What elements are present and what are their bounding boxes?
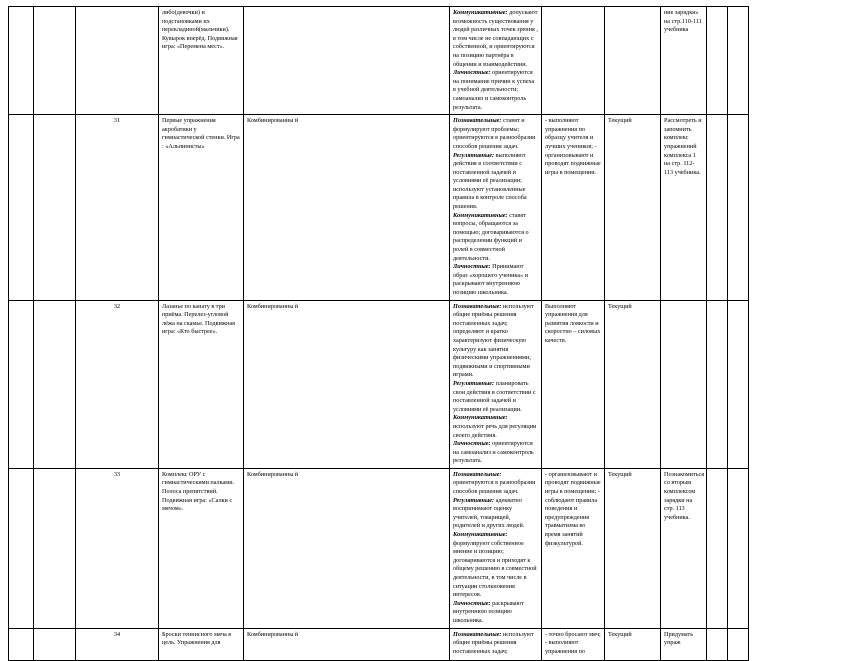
extra-cell <box>707 115 728 300</box>
uud-text: планировать свои действия в соответствии с поставленной задачей и условиями её реализации. <box>453 379 536 413</box>
activity-cell: - выполняют упражнения по образцу учителя и лучших учеников; - организовывают и проводят подвижные игры в помещении. <box>542 115 605 300</box>
uud-text: ставят и формулируют проблемы; ориентируются в разнообразии способов решения задач. <box>453 117 536 150</box>
uud-text: выполняют действия в соответствии с поставленной задачей и условиями её реализации; используют установленные правила в контроле способа решения. <box>453 151 527 211</box>
extra-cell <box>707 628 728 660</box>
control-type-cell: Текущий <box>605 468 661 628</box>
lesson-type-cell: Комбинированны й <box>244 468 450 628</box>
uud-label: Познавательные: <box>453 117 502 125</box>
uud-cell <box>450 628 542 660</box>
blank-cell <box>9 628 34 660</box>
extra-cell <box>707 7 728 115</box>
homework-cell: Придумать упраж <box>661 628 707 660</box>
blank-cell <box>9 300 34 468</box>
lesson-number-cell: 32 <box>76 300 159 468</box>
blank-cell <box>34 115 76 300</box>
activity-cell <box>542 7 605 115</box>
activity-cell: Выполняют упражнения для развития ловкости и скоростно – силовых качеств. <box>542 300 605 468</box>
lesson-number-cell: 33 <box>76 468 159 628</box>
uud-paragraph <box>453 497 538 531</box>
lesson-topic-cell: Комплекс ОРУ с гимнастическими палками. Полоса препятствий. Подвижная игра: «Салки с мячом». <box>159 468 244 628</box>
uud-paragraph <box>453 600 538 626</box>
blank-cell <box>9 468 34 628</box>
uud-text: ставят вопросы, обращаются за помощью; договариваются о распределении функций и ролей в совместной деятельности. <box>453 211 529 262</box>
uud-text: формулируют собственное мнение и позицию; договариваются и приходят к общему решению в совместной деятельности, в том числе в ситуации столкновения интересов. <box>453 539 537 599</box>
table-row <box>9 300 749 468</box>
uud-text: используют речь для регуляции своего действия. <box>453 422 537 439</box>
lesson-type-cell: Комбинированны й <box>244 628 450 660</box>
lesson-topic-cell: Первые упражнения акробатики у гимнастической стенки. Игра : «Альпинисты» <box>159 115 244 300</box>
lesson-number-cell <box>76 7 159 115</box>
uud-text: ориентируются на самоанализ и самоконтроль результата. <box>453 440 534 465</box>
lesson-plan-table <box>8 6 749 661</box>
uud-cell <box>450 468 542 628</box>
lesson-number-cell: 34 <box>76 628 159 660</box>
uud-label: Познавательные: <box>453 470 502 478</box>
uud-paragraph <box>453 212 538 264</box>
uud-text: используют общие приёмы решения поставленных задач; <box>453 630 534 655</box>
control-type-cell: Текущий <box>605 115 661 300</box>
lesson-topic-cell: либо(девочки) и подстановками их перекладиной(мальчики). Кувырок вперёд. Подвижная игра: «Перемена мест». <box>159 7 244 115</box>
uud-paragraph <box>453 631 538 657</box>
uud-label: Познавательные: <box>453 630 502 638</box>
blank-cell <box>34 7 76 115</box>
blank-cell <box>9 7 34 115</box>
uud-label: Познавательные: <box>453 302 502 310</box>
uud-label: Регулятивные: <box>453 151 495 159</box>
uud-paragraph <box>453 263 538 297</box>
uud-paragraph <box>453 414 538 440</box>
uud-paragraph <box>453 471 538 497</box>
extra-cell <box>707 300 728 468</box>
activity-cell: - организовывают и проводят подвижные игры в помещении; - соблюдают правила поведения и предупреждения травматизма во время занятий физкультурой. <box>542 468 605 628</box>
uud-label: Коммуникативные: <box>453 9 508 16</box>
uud-paragraph <box>453 69 538 112</box>
blank-cell <box>34 300 76 468</box>
homework-cell <box>661 300 707 468</box>
blank-cell <box>34 468 76 628</box>
uud-paragraph <box>453 152 538 212</box>
control-type-cell: Текущий <box>605 628 661 660</box>
control-type-cell: Текущий <box>605 300 661 468</box>
homework-cell: Рассмотреть и запомнить комплекс упражнений комплекса 1 на стр. 112-113 учебника. <box>661 115 707 300</box>
uud-paragraph <box>453 117 538 151</box>
uud-label: Личностные: <box>453 69 491 77</box>
uud-text: ориентируются на понимание причин к успеха в учебной деятельности; самоанализ и самоконтроль результата. <box>453 69 535 111</box>
uud-text: Принимают образ «хорошего ученика» и раскрывают внутреннюю позицию школьника. <box>453 263 529 296</box>
blank-cell <box>9 115 34 300</box>
uud-cell <box>450 115 542 300</box>
control-type-cell <box>605 7 661 115</box>
uud-label: Регулятивные: <box>453 379 495 387</box>
uud-cell <box>450 300 542 468</box>
uud-paragraph <box>453 531 538 600</box>
table-row <box>9 468 749 628</box>
extra-cell <box>728 300 749 468</box>
lesson-topic-cell: Броски теннисного мяча в цель. Упражнения для <box>159 628 244 660</box>
uud-label: Регулятивные: <box>453 496 495 504</box>
uud-text: допускают возможность существования у людей различных точек зрения , в том числе не совпадающих с собственной, и ориентируются на позицию партнёра в общении и взаимодействии. <box>453 9 538 68</box>
uud-paragraph <box>453 440 538 466</box>
lesson-type-cell: Комбинированны й <box>244 300 450 468</box>
uud-text: используют общие приёмы решения поставленных задач; определяют и кратко характеризуют физическую культуру как занятия физическими упражнениями, подвижными и спортивными играми. <box>453 302 534 379</box>
uud-text: ориентируются в разнообразии способов решения задач. <box>453 479 536 496</box>
uud-label: Личностные: <box>453 440 491 448</box>
uud-label: Коммуникативные: <box>453 414 508 422</box>
uud-cell <box>450 7 542 115</box>
extra-cell <box>728 7 749 115</box>
activity-cell: - точно бросают мяч; - выполняют упражнения по <box>542 628 605 660</box>
lesson-topic-cell: Лазанье по канату в три приёма. Перелез-угловой лёжа на скамье. Подвижная игра: «Кто быстрее». <box>159 300 244 468</box>
uud-label: Личностные: <box>453 599 491 607</box>
uud-paragraph <box>453 9 538 69</box>
extra-cell <box>728 628 749 660</box>
extra-cell <box>728 468 749 628</box>
table-row <box>9 7 749 115</box>
lesson-type-cell <box>244 7 450 115</box>
uud-label: Личностные: <box>453 263 491 271</box>
uud-text: адекватно воспринимают оценку учителей, товарищей, родителей и других людей. <box>453 496 525 530</box>
lesson-number-cell: 31 <box>76 115 159 300</box>
uud-paragraph <box>453 380 538 414</box>
lesson-type-cell: Комбинированны й <box>244 115 450 300</box>
table-row <box>9 628 749 660</box>
homework-cell: ние зарядки» на стр.110-111 учебника <box>661 7 707 115</box>
uud-label: Коммуникативные: <box>453 211 508 219</box>
table-row <box>9 115 749 300</box>
uud-label: Коммуникативные: <box>453 531 508 539</box>
blank-cell <box>34 628 76 660</box>
homework-cell: Познакомиться со вторым комплексом зарядки на стр. 113 учебника. <box>661 468 707 628</box>
extra-cell <box>707 468 728 628</box>
uud-text: раскрывают внутреннюю позицию школьника. <box>453 599 524 624</box>
uud-paragraph <box>453 303 538 380</box>
extra-cell <box>728 115 749 300</box>
